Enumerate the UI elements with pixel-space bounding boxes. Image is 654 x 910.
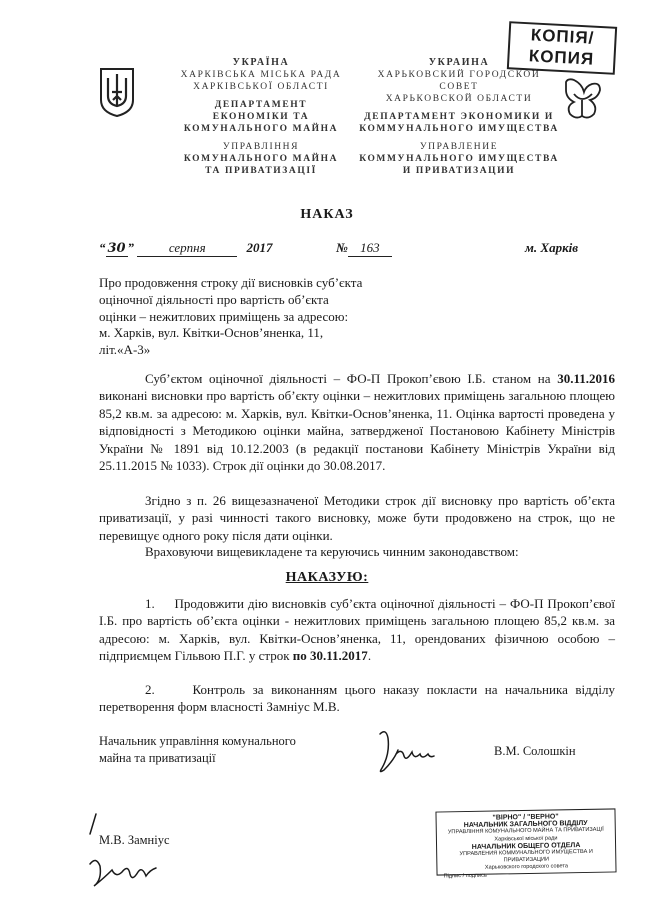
header-left-admin-2: КОМУНАЛЬНОГО МАЙНА: [183, 154, 339, 164]
handwritten-signature-icon: [372, 724, 442, 780]
verno-line1: "ВІРНО" / "ВЕРНО": [492, 813, 559, 822]
header-left-country: УКРАЇНА: [232, 57, 290, 68]
executor-signature-icon: [82, 808, 172, 898]
header-left-dept-2: ЕКОНОМІКИ ТА: [212, 112, 310, 122]
header-right-admin-2: КОММУНАЛЬНОГО ИМУЩЕСТВА: [359, 154, 559, 164]
order-item-1-number: 1.: [145, 596, 155, 611]
header-left-admin-3: ТА ПРИВАТИЗАЦІЇ: [205, 166, 317, 176]
order-item-2: [99, 681, 615, 716]
subject-line-1: Про продовження строку дії висновків суб’єкта: [99, 275, 363, 290]
date-month: серпня: [137, 240, 237, 257]
subject-line-4: м. Харків, вул. Квітки-Основ’яненка, 11,: [99, 325, 324, 341]
subject-line-2: оціночної діяльності про вартість об’єкта: [99, 291, 329, 307]
date-day: 30: [107, 241, 126, 256]
order-item-2-number: 2.: [145, 682, 155, 697]
verno-line8: Підпис / подпись: [443, 872, 487, 880]
header-right-admin-3: И ПРИВАТИЗАЦИИ: [402, 166, 516, 176]
order-number-value: 163: [348, 240, 392, 257]
order-item-2-text: Контроль за виконанням цього наказу покласти на начальника відділу перетворення форм власності Замніус М.В.: [99, 682, 615, 715]
order-item-1-deadline: по 30.11.2017: [292, 648, 368, 664]
signature-name: В.М. Солошкін: [494, 744, 576, 758]
subject-line-3: оцінки – нежитлових приміщень за адресою:: [99, 308, 349, 324]
signature-position-line2: майна та приватизації: [99, 751, 216, 765]
header-right-region: ХАРЬКОВСКОЙ ОБЛАСТИ: [385, 94, 533, 104]
order-subject: [99, 275, 419, 359]
verno-line3: УПРАВЛІННЯ КОМУНАЛЬНОГО МАЙНА ТА ПРИВАТИЗАЦІЇ: [447, 827, 604, 836]
header-right: [356, 57, 562, 177]
kharkiv-emblem-icon: [562, 76, 604, 122]
verno-line2: НАЧАЛЬНИК ЗАГАЛЬНОГО ВІДДІЛУ: [463, 820, 588, 830]
header-right-dept-1: ДЕПАРТАМЕНТ ЭКОНОМИКИ И: [364, 112, 554, 122]
verno-line7: Харьковского городского совета: [484, 863, 569, 872]
order-item-1-end: .: [367, 648, 372, 664]
order-number-prefix: №: [336, 240, 348, 255]
paragraph-1-date: 30.11.2016: [557, 371, 616, 386]
paragraph-1-rest: виконані висновки про вартість об’єкту оцінки – нежитлових приміщень загальною площею 85,2 кв.м. за адресою: м. Харків, вул. Квітки-Основ’яненка, 11. Оцінка вартості проведена у відповідності з Методикою оцінки майна, затвердженої Постановою Кабінету Міністрів України № 1891 від 10.12.2003 (в редакції постанови Кабінету Міністрів України від 25.11.2015 № 1033). Строк дії оцінки до 30.08.2017.: [99, 388, 615, 474]
header-left-dept-1: ДЕПАРТАМЕНТ: [214, 100, 308, 110]
date-year: 2017: [246, 240, 273, 255]
order-number: [336, 240, 392, 257]
copy-stamp-line1: КОПІЯ/: [530, 25, 595, 48]
paragraph-1-start: Суб’єктом оціночної діяльності – ФО-П Прокоп’євою І.Б. станом на: [145, 371, 551, 386]
header-right-council: ХАРЬКОВСКИЙ ГОРОДСКОЙ: [377, 70, 541, 80]
header-left-council: ХАРКІВСЬКА МІСЬКА РАДА: [180, 70, 342, 80]
paragraph-3: Враховуючи вищевикладене та керуючись чинним законодавством:: [145, 544, 519, 559]
header-right-country: УКРАИНА: [428, 57, 490, 68]
copy-stamp-line2: КОПИЯ: [528, 46, 595, 69]
header-left: [158, 57, 364, 177]
date-line: “ 30 ” серпня 2017: [99, 240, 273, 256]
signature-position-line1: Начальник управління комунального: [99, 734, 296, 748]
verno-line4: Харківської міської ради: [494, 835, 558, 843]
header-right-council-2: СОВЕТ: [439, 82, 479, 92]
paragraph-2: Згідно з п. 26 вищезазначеної Методики строк дії висновку про вартість об’єкта приватизації, у разі чинності такого висновку, може бути продовжено на строк, що не перевищує одного року після дати оцінки.: [99, 493, 615, 543]
header-left-region: ХАРКІВСЬКОЇ ОБЛАСТІ: [193, 82, 329, 92]
header-right-admin-1: УПРАВЛЕНИЕ: [419, 142, 499, 152]
verno-line5: НАЧАЛЬНИК ОБЩЕГО ОТДЕЛА: [471, 841, 581, 851]
order-item-1-text: Продовжити дію висновків суб’єкта оціночної діяльності – ФО-П Прокоп’євої І.Б. про вартість об’єкта оцінки - нежитлових приміщень загальною площею 85,2 кв.м. за адресою: м. Харків, вул. Квітки-Основ’яненка, 11, орендованих фізичною особою – підприємцем Гільвою П.Г. у строк: [99, 596, 616, 664]
header-right-dept-2: КОММУНАЛЬНОГО ИМУЩЕСТВА: [359, 124, 559, 134]
order-city: м. Харків: [525, 240, 579, 255]
subject-line-5: літ.«А-3»: [99, 342, 151, 358]
header-left-admin-1: УПРАВЛІННЯ: [222, 142, 300, 152]
signature-position: [99, 733, 296, 767]
header-left-dept-3: КОМУНАЛЬНОГО МАЙНА: [183, 124, 339, 134]
verno-line6: УПРАВЛЕНИЯ КОММУНАЛЬНОГО ИМУЩЕСТВА И ПРИВАТИЗАЦИИ: [459, 848, 593, 864]
document-title: НАКАЗ: [300, 207, 354, 222]
paragraph-1: [99, 370, 615, 474]
certified-copy-stamp: [435, 808, 616, 880]
executor-name: М.В. Замніус: [99, 833, 170, 847]
order-item-1: [99, 595, 615, 665]
trident-coat-of-arms-icon: [98, 66, 136, 118]
order-heading: НАКАЗУЮ:: [285, 570, 369, 585]
